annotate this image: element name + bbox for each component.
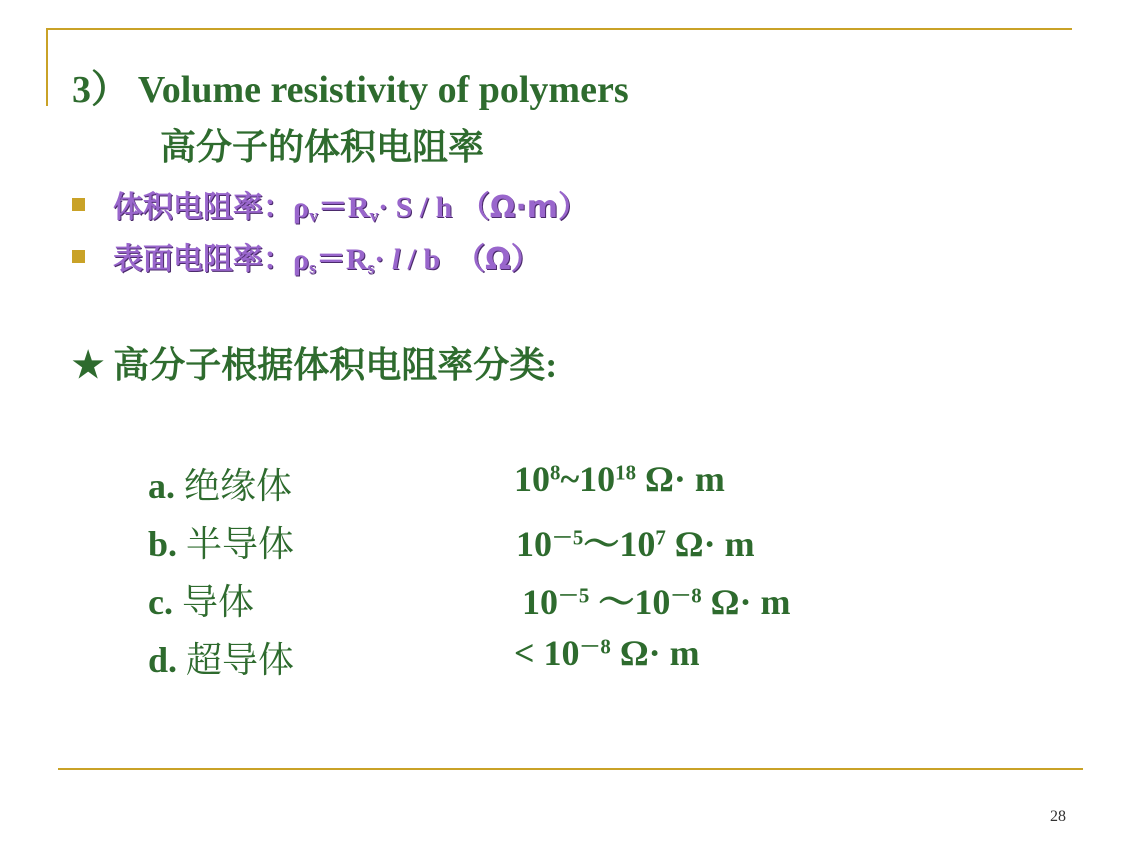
bullet-label: 体积电阻率： <box>113 190 293 225</box>
equals-r: ＝R <box>317 191 370 224</box>
bullet-text <box>113 182 588 226</box>
class-name: 半导体 <box>186 524 295 565</box>
equals-r: ＝R <box>315 243 368 276</box>
value-unit: Ω· m <box>701 582 791 622</box>
star-icon: ★ <box>72 345 105 385</box>
slide-title: 3） Volume resistivity of polymers <box>72 69 629 111</box>
exponent-1: 8 <box>550 460 561 485</box>
value-unit: Ω· m <box>636 459 725 499</box>
value-base: 10 <box>514 459 550 499</box>
formula-rest: · S / h <box>378 191 453 224</box>
class-label <box>148 458 292 509</box>
heading-colon: : <box>545 345 558 385</box>
value-unit: Ω· m <box>610 633 700 673</box>
formula-rest: / b <box>400 243 441 276</box>
class-prefix: d. <box>148 640 178 680</box>
value-base: 10 <box>516 524 552 564</box>
bullet-text <box>113 234 541 278</box>
page-number: 28 <box>1050 808 1066 825</box>
class-name: 导体 <box>181 582 254 623</box>
class-prefix: b. <box>148 524 178 564</box>
top-rule <box>46 28 1072 30</box>
bullet-square-icon <box>72 198 85 211</box>
rho-symbol: ρ <box>293 191 310 224</box>
rho-subscript: v <box>309 205 318 226</box>
class-name: 超导体 <box>186 640 295 681</box>
exponent-2: 7 <box>655 525 666 550</box>
unit: （Ω·m） <box>459 190 589 225</box>
exponent-2: 18 <box>615 460 637 485</box>
exponent-2: －8 <box>670 583 702 608</box>
exponent-1: －8 <box>579 634 611 659</box>
class-prefix: c. <box>148 582 173 622</box>
class-label <box>148 516 294 567</box>
slide-subtitle: 高分子的体积电阻率 <box>160 127 485 168</box>
class-label <box>148 574 254 625</box>
class-value <box>514 458 725 500</box>
exponent-1: －5 <box>558 583 590 608</box>
value-sep: ~10 <box>560 459 616 499</box>
rho-symbol: ρ <box>293 243 310 276</box>
formula-l: l <box>391 243 401 276</box>
bottom-rule <box>58 768 1083 770</box>
value-sep: ～10 <box>589 582 671 622</box>
r-subscript: s <box>367 257 375 278</box>
bullet-square-icon <box>72 250 85 263</box>
class-value <box>516 516 755 567</box>
heading-text: 高分子根据体积电阻率分类 <box>113 345 546 386</box>
rho-subscript: s <box>309 257 316 278</box>
value-sep: ～10 <box>583 524 656 564</box>
bullet-volume-resistivity <box>72 184 588 224</box>
bullet-surface-resistivity <box>72 236 541 276</box>
unit: （Ω） <box>455 242 541 277</box>
class-name: 绝缘体 <box>184 466 293 507</box>
value-base: < 10 <box>514 633 580 673</box>
class-value <box>514 632 700 674</box>
formula-dot: · <box>374 243 392 276</box>
r-subscript: v <box>369 205 379 226</box>
value-base: 10 <box>522 582 558 622</box>
value-unit: Ω· m <box>665 524 755 564</box>
bullet-label: 表面电阻率： <box>113 242 293 277</box>
class-label <box>148 632 294 683</box>
class-prefix: a. <box>148 466 175 506</box>
class-value <box>522 574 790 625</box>
left-rule <box>46 28 48 106</box>
classification-heading <box>72 340 557 391</box>
exponent-1: －5 <box>552 525 584 550</box>
